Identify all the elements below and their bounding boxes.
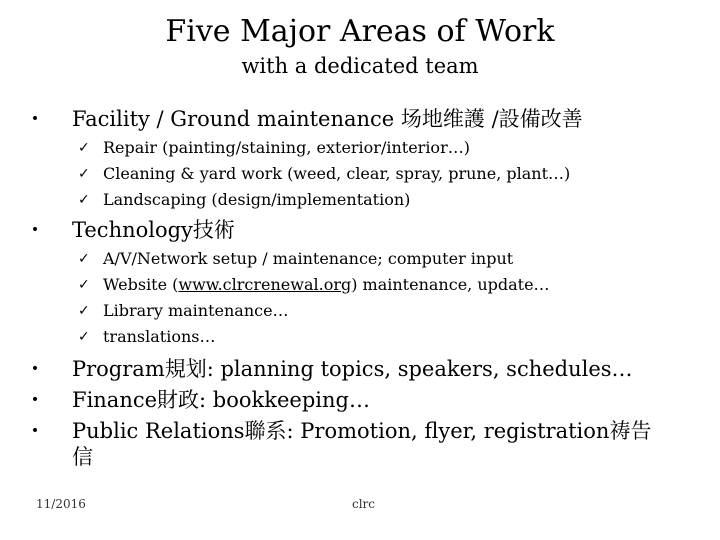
checkmark-icon: ✓: [78, 140, 90, 156]
subitem-text: [103, 273, 550, 297]
subitem-text: Cleaning & yard work (weed, clear, spray, prune, plant…): [103, 164, 571, 183]
website-text-after: ) maintenance, update…: [351, 275, 550, 294]
bullet-text: Program規划: planning topics, speakers, schedules…: [72, 357, 633, 381]
footer-date: 11/2016: [36, 497, 86, 511]
bullet-text: Finance財政: bookkeeping…: [72, 388, 370, 412]
bullet-dot-icon: •: [30, 423, 40, 439]
checkmark-icon: ✓: [78, 166, 90, 182]
website-text-before: Website (: [103, 275, 179, 294]
bullet-dot-icon: •: [30, 361, 40, 377]
checkmark-icon: ✓: [78, 192, 90, 208]
bullet-text: Facility / Ground maintenance 场地维護 /設備改善: [72, 107, 583, 131]
subitem-text: Landscaping (design/implementation): [103, 190, 411, 209]
footer-label: clrc: [352, 497, 376, 511]
checkmark-icon: ✓: [78, 251, 90, 267]
checkmark-icon: ✓: [78, 329, 90, 345]
subitem-text: Repair (painting/staining, exterior/interior…): [103, 138, 470, 157]
slide-subtitle: with a dedicated team: [241, 54, 479, 78]
checkmark-icon: ✓: [78, 277, 90, 293]
bullet-dot-icon: •: [30, 392, 40, 408]
bullet-text: Technology技術: [72, 218, 235, 242]
bullet-text-continuation: 信: [72, 445, 93, 469]
bullet-dot-icon: •: [30, 111, 40, 127]
slide-title: Five Major Areas of Work: [165, 14, 555, 49]
subitem-text: Library maintenance…: [103, 301, 289, 320]
bullet-dot-icon: •: [30, 222, 40, 238]
checkmark-icon: ✓: [78, 303, 90, 319]
subitem-text: A/V/Network setup / maintenance; computer input: [103, 249, 514, 268]
subitem-text: translations…: [103, 327, 216, 346]
website-link[interactable]: www.clrcrenewal.org: [178, 275, 352, 294]
bullet-text: Public Relations聯系: Promotion, flyer, registration祷告: [72, 419, 652, 443]
